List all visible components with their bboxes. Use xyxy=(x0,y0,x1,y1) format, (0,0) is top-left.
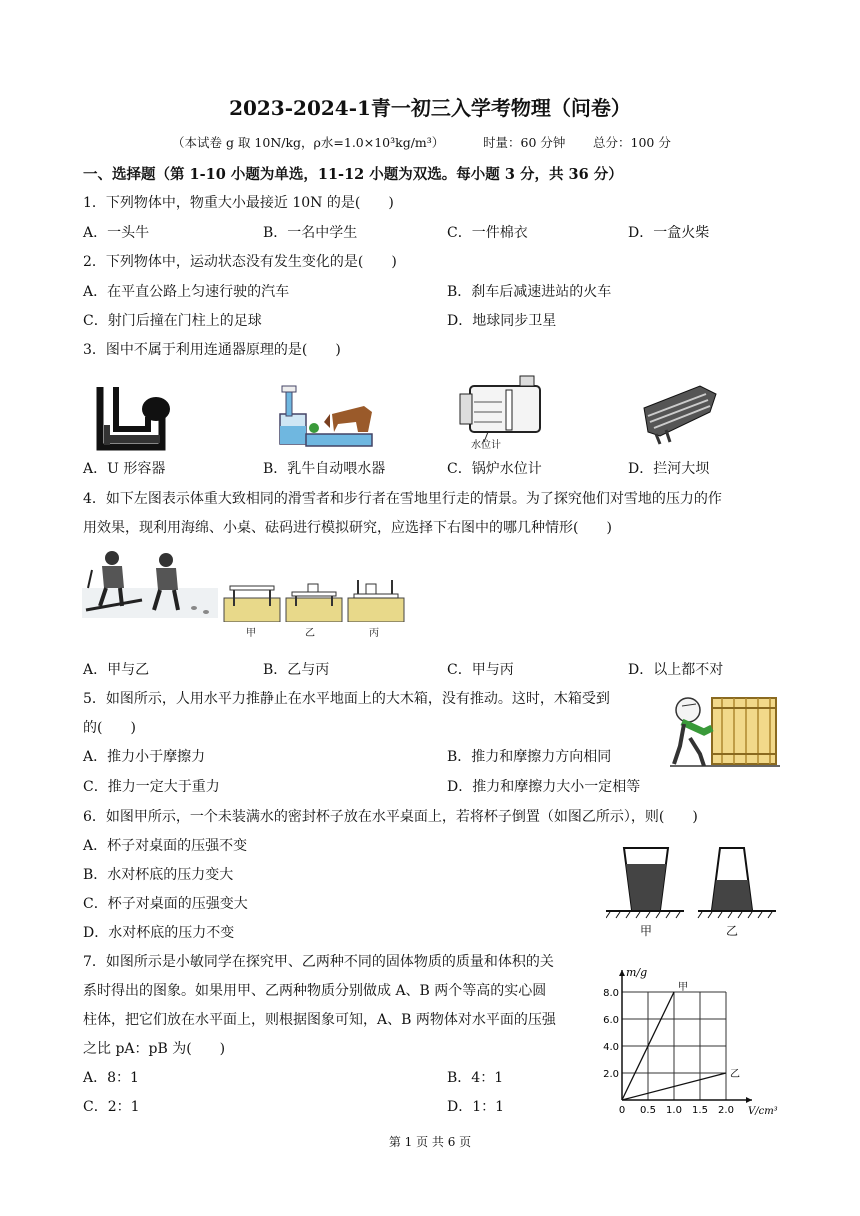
q4-option-b: B．乙与丙 xyxy=(263,662,330,678)
cow-feeder-figure xyxy=(272,384,378,454)
page-footer: 第 1 页 共 6 页 xyxy=(388,1135,472,1149)
water-gauge-label: 水位计 xyxy=(471,440,501,451)
y-tick-label: 4.0 xyxy=(603,1042,619,1053)
q3-option-d: D．拦河大坝 xyxy=(628,461,710,477)
y-tick-label: 8.0 xyxy=(603,988,619,999)
q7-option-b: B．4：1 xyxy=(447,1070,504,1086)
cup-label-jia: 甲 xyxy=(640,924,653,938)
q7-option-c: C．2：1 xyxy=(83,1099,140,1115)
question-7-stem-line1: 7．如图所示是小敏同学在探究甲、乙两种不同的固体物质的质量和体积的关 xyxy=(83,954,554,970)
q6-option-c: C．杯子对桌面的压强变大 xyxy=(83,896,248,912)
question-7-stem-line2: 系时得出的图象。如果用甲、乙两种物质分别做成 A、B 两个等高的实心圆 xyxy=(83,983,547,999)
q4-option-c: C．甲与丙 xyxy=(447,662,514,678)
question-6-stem: 6．如图甲所示，一个未装满水的密封杯子放在水平桌面上，若将杯子倒置（如图乙所示），则( ) xyxy=(83,809,698,825)
q3-option-a: A．U 形容器 xyxy=(83,461,166,477)
x-axis-arrow xyxy=(746,1097,752,1103)
series-label: 甲 xyxy=(678,982,688,993)
q6-option-d: D．水对杯底的压力不变 xyxy=(83,925,235,941)
question-7-stem-line4: 之比 pA：pB 为( ) xyxy=(83,1041,226,1057)
mass-volume-chart xyxy=(596,952,782,1118)
q5-option-a: A．推力小于摩擦力 xyxy=(83,749,206,765)
q5-option-c: C．推力一定大于重力 xyxy=(83,779,220,795)
y-axis-label: m/g xyxy=(626,966,648,979)
series-label: 乙 xyxy=(730,1069,740,1080)
dam-figure xyxy=(640,378,720,448)
x-tick-label: 1.5 xyxy=(692,1105,708,1116)
section-heading: 一、选择题（第 1-10 小题为单选，11-12 小题为双选。每小题 3 分，共 36 分） xyxy=(83,166,623,183)
exam-time: 时量：60 分钟 xyxy=(483,135,566,150)
y-axis-arrow xyxy=(619,970,625,976)
question-5-stem-line1: 5．如图所示，人用水平力推静止在水平地面上的大木箱，没有推动。这时，木箱受到 xyxy=(83,691,610,707)
exam-total: 总分：100 分 xyxy=(593,135,671,150)
exam-note: （本试卷 g 取 10N/kg，ρ水=1.0×10³kg/m³） xyxy=(172,135,445,150)
q1-option-b: B．一名中学生 xyxy=(263,225,358,241)
label-jia: 甲 xyxy=(246,628,256,639)
q2-option-b: B．刹车后减速进站的火车 xyxy=(447,284,612,300)
question-7-stem-line3: 柱体，把它们放在水平面上，则根据图象可知，A、B 两物体对水平面的压强 xyxy=(83,1012,556,1028)
label-bing: 丙 xyxy=(369,628,379,639)
q2-option-c: C．射门后撞在门柱上的足球 xyxy=(83,313,262,329)
q7-option-a: A．8：1 xyxy=(83,1070,139,1086)
q1-option-c: C．一件棉衣 xyxy=(447,225,528,241)
question-4-stem-line1: 4．如下左图表示体重大致相同的滑雪者和步行者在雪地里行走的情景。为了探究他们对雪地的压力的作 xyxy=(83,491,722,507)
x-tick-label: 2.0 xyxy=(718,1105,734,1116)
q7-option-d: D．1：1 xyxy=(447,1099,505,1115)
skier-walker-figure xyxy=(82,548,218,618)
cup-label-yi: 乙 xyxy=(726,924,739,938)
question-5-stem-line2: 的( ) xyxy=(83,720,136,736)
q6-option-a: A．杯子对桌面的压强不变 xyxy=(83,838,248,854)
x-tick-label: 0.5 xyxy=(640,1105,656,1116)
page-title: 2023-2024-1青一初三入学考物理（问卷） xyxy=(229,96,631,120)
y-tick-label: 6.0 xyxy=(603,1015,619,1026)
pushing-box-figure xyxy=(670,694,780,770)
q2-option-a: A．在平直公路上匀速行驶的汽车 xyxy=(83,284,290,300)
q4-option-a: A．甲与乙 xyxy=(83,662,150,678)
cups-figure xyxy=(606,840,782,920)
q6-option-b: B．水对杯底的压力变大 xyxy=(83,867,234,883)
q1-option-d: D．一盒火柴 xyxy=(628,225,710,241)
x-tick-label: 0 xyxy=(618,1105,626,1116)
q5-option-b: B．推力和摩擦力方向相同 xyxy=(447,749,612,765)
q1-option-a: A．一头牛 xyxy=(83,225,150,241)
x-tick-label: 1.0 xyxy=(666,1105,682,1116)
y-tick-label: 2.0 xyxy=(603,1069,619,1080)
q3-option-b: B．乳牛自动喂水器 xyxy=(263,461,386,477)
q5-option-d: D．推力和摩擦力大小一定相等 xyxy=(447,779,641,795)
q3-option-c: C．锅炉水位计 xyxy=(447,461,542,477)
question-2-stem: 2．下列物体中，运动状态没有发生变化的是( ) xyxy=(83,254,397,270)
question-1-stem: 1．下列物体中，物重大小最接近 10N 的是( ) xyxy=(83,195,394,211)
q2-option-d: D．地球同步卫星 xyxy=(447,313,557,329)
q4-option-d: D．以上都不对 xyxy=(628,662,724,678)
question-3-stem: 3．图中不属于利用连通器原理的是( ) xyxy=(83,342,341,358)
u-container-figure xyxy=(96,385,180,451)
label-yi: 乙 xyxy=(305,628,315,639)
x-axis-label: V/cm³ xyxy=(748,1106,778,1117)
question-4-stem-line2: 用效果，现利用海绵、小桌、砝码进行模拟研究，应选择下右图中的哪几种情形( ) xyxy=(83,520,612,536)
